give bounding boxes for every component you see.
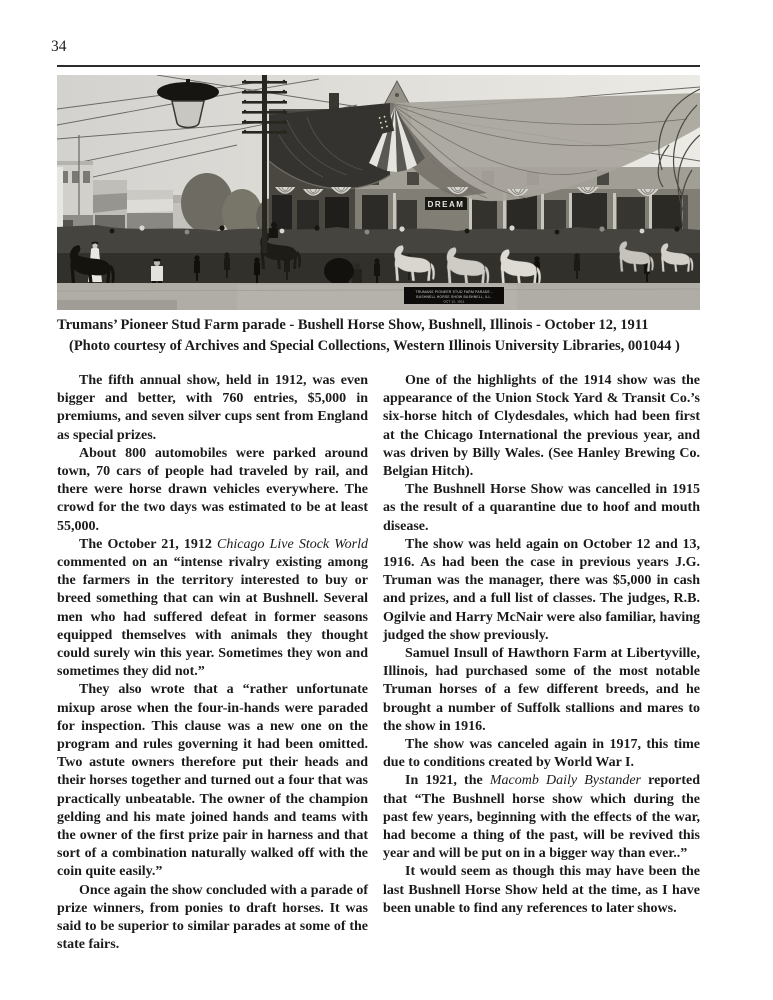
marquee-sign xyxy=(425,197,467,210)
text-run: The October 21, 1912 xyxy=(79,536,218,552)
body-text xyxy=(57,372,700,955)
page-number: 34 xyxy=(51,38,67,55)
paragraph xyxy=(383,863,700,918)
parade-photo-illustration xyxy=(57,75,700,310)
paragraph xyxy=(383,736,700,772)
paragraph xyxy=(57,882,368,955)
svg-text:DREAM: DREAM xyxy=(427,200,465,209)
text-run: The Bushnell Horse Show was cancelled in 1915 as the result of a quarantine due to hoof and mouth disease. xyxy=(383,482,700,534)
text-run: commented on an “intense rivalry existing among the farmers in the territory interested to buy or breed something that can win at Bushnell. Several men who had suffered defeat in former seasons equipped themselves with animals they thought could surely win this year. Sometimes they won and sometimes they did not.” xyxy=(57,555,368,680)
text-run: In 1921, the xyxy=(405,773,490,789)
text-run: The fifth annual show, held in 1912, was even bigger and better, with 760 entries, $5,000 in premiums, and seven silver cups sent from England as special prizes. xyxy=(57,373,368,443)
paragraph xyxy=(57,681,368,881)
paragraph xyxy=(383,481,700,536)
svg-text:BUSHNELL HORSE SHOW BUSHNELL,: BUSHNELL HORSE SHOW BUSHNELL, ILL. xyxy=(416,294,492,299)
text-run: Chicago Live Stock World xyxy=(217,536,368,552)
parade-photo xyxy=(57,75,700,310)
paragraph xyxy=(383,536,700,645)
photo-caption-credit: (Photo courtesy of Archives and Special Collections, Western Illinois University Libraries, 001044 ) xyxy=(69,338,680,354)
text-run: It would seem as though this may have been the last Bushnell Horse Show held at the time, as I have been unable to find any references to later shows. xyxy=(383,864,700,916)
text-run: Macomb Daily Bystander xyxy=(489,773,641,789)
photo-caption xyxy=(57,315,700,357)
text-run: One of the highlights of the 1914 show was the appearance of the Union Stock Yard & Transit Co.’s six-horse hitch of Clydesdales, which had been first at the Chicago International the previous year, and was driven by Billy Wales. (See Hanley Brewing Co. Belgian Hitch). xyxy=(383,373,700,480)
paragraph xyxy=(57,536,368,682)
paragraph xyxy=(57,372,368,445)
text-run: The show was canceled again in 1917, this time due to conditions created by World War I. xyxy=(383,737,700,771)
text-run: The show was held again on October 12 and 13, 1916. As had been the case in previous years J.G. Truman was the manager, there was $5,000 in cash and prizes, and a full list of classes. The judges, R.B. Ogilvie and Harry McNair were also familiar, having judged the show previously. xyxy=(383,536,700,643)
header-rule xyxy=(57,65,700,67)
text-run: Once again the show concluded with a parade of prize winners, from ponies to draft horses. It was said to be superior to similar parades at some of the state fairs. xyxy=(57,882,368,953)
paragraph xyxy=(383,645,700,736)
text-run: reported that “The Bushnell horse show which during the past few years, beginning with the effects of the war, had become a thing of the past, will be revived this year and will be put on in a bigger way than ever..” xyxy=(383,773,700,862)
svg-text:TRUMANS PIONEER STUD FARM PARA: TRUMANS PIONEER STUD FARM PARADE - xyxy=(415,290,493,294)
paragraph xyxy=(57,445,368,536)
text-run: Samuel Insull of Hawthorn Farm at Libertyville, Illinois, had purchased some of the most notable Truman horses of a few different breeds, and he brought a number of Suffolk stallions and mares to the show in 1916. xyxy=(383,646,700,734)
photo-caption-title: Trumans’ Pioneer Stud Farm parade - Bushell Horse Show, Bushnell, Illinois - October 12, 1911 xyxy=(57,317,649,333)
right-column xyxy=(383,372,700,955)
left-column xyxy=(57,372,368,955)
foreground-street xyxy=(57,283,700,310)
paragraph xyxy=(383,372,700,481)
text-run: About 800 automobiles were parked around town, 70 cars of people had traveled by rail, and there were horse drawn vehicles everywhere. The crowd for the two days was estimated to be at least 55,000. xyxy=(57,445,368,534)
photo-plate xyxy=(404,287,504,304)
paragraph xyxy=(383,772,700,863)
text-run: They also wrote that a “rather unfortunate mixup arose when the four-in-hands were paraded for inspection. This clause was a new one on the program and rules governing it had been omitted. Two astute owners therefore put their heads and their horses together and turned out a four that was practically unbeatable. The owner of the champion gelding and his mate joined hands and teams with the owner of the first prize pair in harness and that sort of a combination naturally walked off with the coin quite easily.” xyxy=(57,682,368,880)
svg-text:OCT 12, 1911: OCT 12, 1911 xyxy=(443,299,465,304)
